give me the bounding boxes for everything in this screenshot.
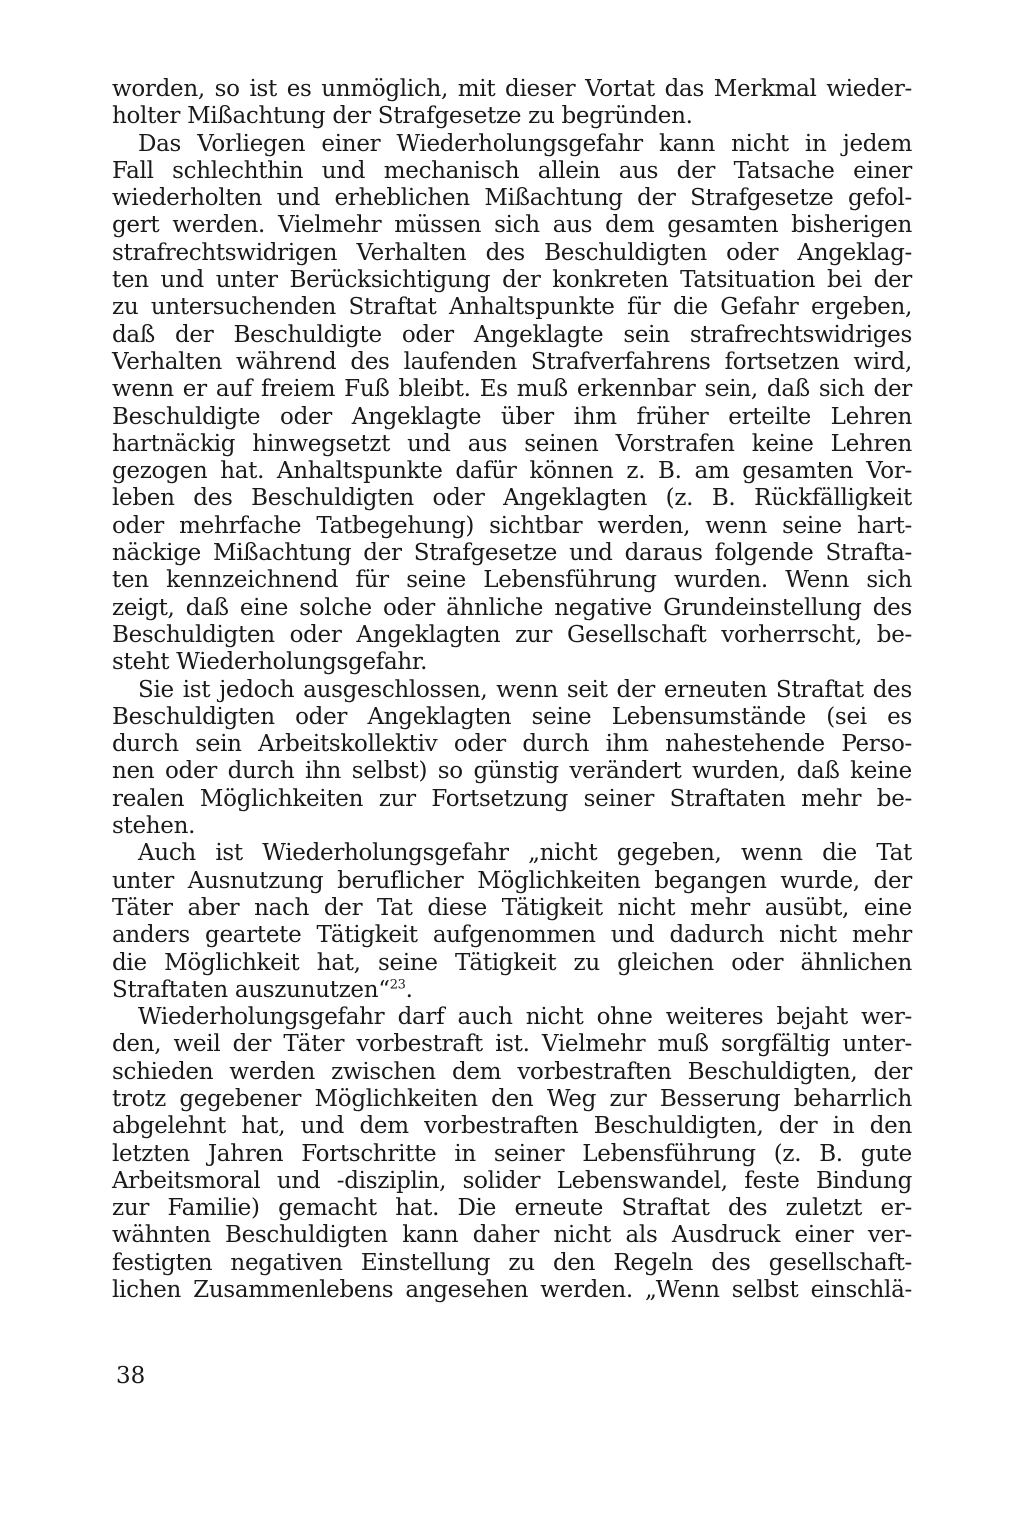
text-line: Verhalten während des laufenden Strafverfahrens fortsetzen wird, bbox=[112, 348, 912, 375]
text-line: die Möglichkeit hat, seine Tätigkeit zu gleichen oder ähnlichen bbox=[112, 949, 912, 976]
text-line: letzten Jahren Fortschritte in seiner Lebensführung (z. B. gute bbox=[112, 1140, 912, 1167]
text-line: ten und unter Berücksichtigung der konkreten Tatsituation bei der bbox=[112, 267, 912, 294]
text-line: hartnäckig hinwegsetzt und aus seinen Vorstrafen keine Lehren bbox=[112, 430, 912, 457]
body-text bbox=[112, 76, 912, 1304]
text-line: den, weil der Täter vorbestraft ist. Vielmehr muß sorgfältig unter- bbox=[112, 1031, 912, 1058]
text-line: ten kennzeichnend für seine Lebensführung wurden. Wenn sich bbox=[112, 567, 912, 594]
page-number: 38 bbox=[116, 1363, 146, 1389]
text-line: festigten negativen Einstellung zu den Regeln des gesellschaft- bbox=[112, 1249, 912, 1276]
text-line: gert werden. Vielmehr müssen sich aus dem gesamten bisherigen bbox=[112, 212, 912, 239]
text-line: nen oder durch ihn selbst) so günstig verändert wurden, daß keine bbox=[112, 758, 912, 785]
text-line: schieden werden zwischen dem vorbestraften Beschuldigten, der bbox=[112, 1058, 912, 1085]
text-line: durch sein Arbeitskollektiv oder durch ihm nahestehende Perso- bbox=[112, 731, 912, 758]
text-fragment: Straftaten auszunutzen“ bbox=[112, 976, 390, 1003]
text-line: zur Familie) gemacht hat. Die erneute Straftat des zuletzt er- bbox=[112, 1195, 912, 1222]
text-line: gezogen hat. Anhaltspunkte dafür können z. B. am gesamten Vor- bbox=[112, 458, 912, 485]
text-line: trotz gegebener Möglichkeiten den Weg zur Besserung beharrlich bbox=[112, 1085, 912, 1112]
text-line: steht Wiederholungsgefahr. bbox=[112, 649, 428, 676]
text-line: Beschuldigten oder Angeklagten seine Lebensumstände (sei es bbox=[112, 703, 912, 730]
text-line: wiederholten und erheblichen Mißachtung der Strafgesetze gefol- bbox=[112, 185, 912, 212]
footnote-trailing-period: . bbox=[405, 976, 413, 1003]
text-line: zeigt, daß eine solche oder ähnliche negative Grundeinstellung des bbox=[112, 594, 912, 621]
paragraph-start-line: Auch ist Wiederholungsgefahr „nicht gegeben, wenn die Tat bbox=[138, 840, 912, 867]
text-line: näckige Mißachtung der Strafgesetze und daraus folgende Strafta- bbox=[112, 540, 912, 567]
text-line: Fall schlechthin und mechanisch allein aus der Tatsache einer bbox=[112, 157, 912, 184]
text-line: worden, so ist es unmöglich, mit dieser Vortat das Merkmal wieder- bbox=[112, 76, 912, 102]
text-line: Beschuldigten oder Angeklagten zur Gesellschaft vorherrscht, be- bbox=[112, 621, 912, 648]
text-line: strafrechtswidrigen Verhalten des Beschuldigten oder Angeklag- bbox=[112, 239, 912, 266]
text-line: realen Möglichkeiten zur Fortsetzung seiner Straftaten mehr be- bbox=[112, 785, 912, 812]
paragraph-start-line: Wiederholungsgefahr darf auch nicht ohne weiteres bejaht wer- bbox=[138, 1004, 912, 1031]
text-line: Arbeitsmoral und -disziplin, solider Lebenswandel, feste Bindung bbox=[112, 1167, 912, 1194]
text-line: unter Ausnutzung beruflicher Möglichkeiten begangen wurde, der bbox=[112, 867, 912, 894]
text-line: wenn er auf freiem Fuß bleibt. Es muß erkennbar sein, daß sich der bbox=[112, 376, 912, 403]
text-line: holter Mißachtung der Strafgesetze zu begründen. bbox=[112, 103, 693, 130]
text-line: Täter aber nach der Tat diese Tätigkeit nicht mehr ausübt, eine bbox=[112, 894, 912, 921]
text-line: lichen Zusammenlebens angesehen werden. „Wenn selbst einschlä- bbox=[112, 1277, 912, 1304]
text-line: anders geartete Tätigkeit aufgenommen und dadurch nicht mehr bbox=[112, 922, 912, 949]
footnote-marker: 23 bbox=[389, 977, 406, 993]
text-line: leben des Beschuldigten oder Angeklagten (z. B. Rückfälligkeit bbox=[112, 485, 912, 512]
text-line: zu untersuchenden Straftat Anhaltspunkte für die Gefahr ergeben, bbox=[112, 294, 912, 321]
paragraph-start-line: Sie ist jedoch ausgeschlossen, wenn seit der erneuten Straftat des bbox=[138, 676, 912, 703]
text-line: stehen. bbox=[112, 813, 196, 840]
text-line: oder mehrfache Tatbegehung) sichtbar werden, wenn seine hart- bbox=[112, 512, 912, 539]
text-line: daß der Beschuldigte oder Angeklagte sein strafrechtswidriges bbox=[112, 321, 912, 348]
paragraph-start-line: Das Vorliegen einer Wiederholungsgefahr kann nicht in jedem bbox=[138, 130, 912, 157]
text-line-with-footnote bbox=[112, 977, 912, 1004]
text-line: abgelehnt hat, und dem vorbestraften Beschuldigten, der in den bbox=[112, 1113, 912, 1140]
text-line: wähnten Beschuldigten kann daher nicht als Ausdruck einer ver- bbox=[112, 1222, 912, 1249]
text-line: Beschuldigte oder Angeklagte über ihm früher erteilte Lehren bbox=[112, 403, 912, 430]
